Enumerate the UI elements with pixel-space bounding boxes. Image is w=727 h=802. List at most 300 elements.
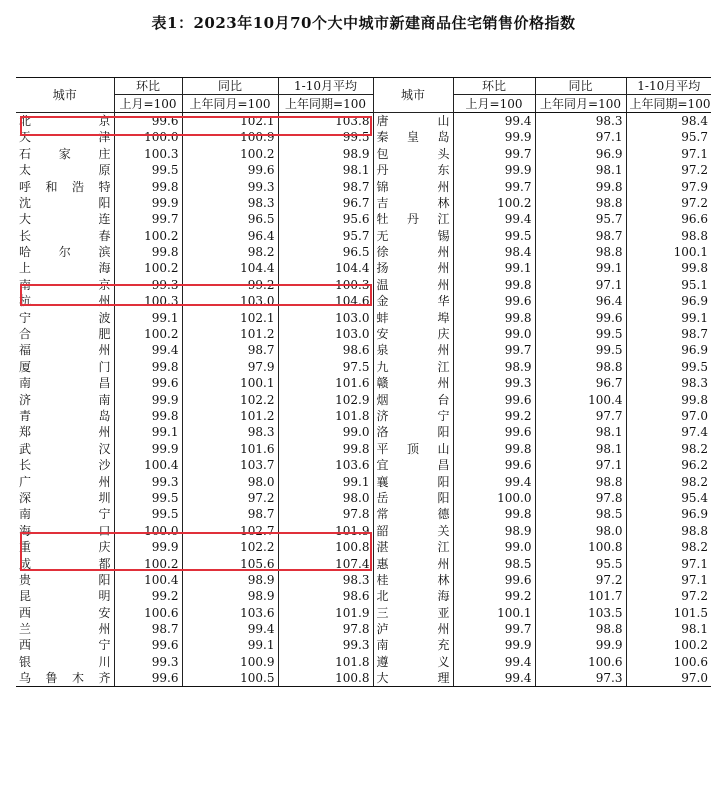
mom-value: 100.0 xyxy=(114,523,182,539)
yoy-value: 100.4 xyxy=(535,391,626,407)
city-name: 深 圳 xyxy=(19,490,111,505)
avg-value: 98.7 xyxy=(626,326,711,342)
avg-value: 103.0 xyxy=(278,326,373,342)
city-name: 乌鲁木齐 xyxy=(16,670,114,687)
yoy-value: 97.2 xyxy=(182,490,278,506)
avg-value: 99.5 xyxy=(626,359,711,375)
col-base-yoy: 上年同月=100 xyxy=(535,95,626,112)
mom-value: 99.6 xyxy=(114,637,182,653)
table-row xyxy=(16,490,711,506)
avg-value: 103.6 xyxy=(278,457,373,473)
price-index-table xyxy=(16,77,711,687)
avg-value: 99.8 xyxy=(626,391,711,407)
yoy-value: 105.6 xyxy=(182,555,278,571)
avg-value: 101.9 xyxy=(278,523,373,539)
mom-value: 99.9 xyxy=(114,539,182,555)
avg-value: 98.0 xyxy=(278,490,373,506)
yoy-value: 97.2 xyxy=(535,572,626,588)
yoy-value: 100.1 xyxy=(182,375,278,391)
yoy-value: 97.1 xyxy=(535,457,626,473)
avg-value: 103.8 xyxy=(278,112,373,129)
city-name: 遵 义 xyxy=(373,654,453,670)
table-row xyxy=(16,654,711,670)
mom-value: 100.1 xyxy=(453,605,535,621)
mom-value: 99.8 xyxy=(114,359,182,375)
avg-value: 99.8 xyxy=(278,441,373,457)
mom-value: 99.6 xyxy=(453,391,535,407)
avg-value: 98.8 xyxy=(626,228,711,244)
avg-value: 96.9 xyxy=(626,342,711,358)
yoy-value: 99.8 xyxy=(535,178,626,194)
mom-value: 99.5 xyxy=(114,490,182,506)
mom-value: 100.2 xyxy=(453,195,535,211)
yoy-value: 96.5 xyxy=(182,211,278,227)
avg-value: 98.8 xyxy=(626,523,711,539)
avg-value: 97.4 xyxy=(626,424,711,440)
avg-value: 95.7 xyxy=(278,228,373,244)
table-row xyxy=(16,637,711,653)
avg-value: 102.9 xyxy=(278,391,373,407)
col-header-mom: 环比 xyxy=(453,78,535,95)
city-name: 兰 州 xyxy=(19,622,111,637)
mom-value: 99.5 xyxy=(114,506,182,522)
mom-value: 99.0 xyxy=(453,539,535,555)
city-name: 扬 州 xyxy=(373,260,453,276)
yoy-value: 98.3 xyxy=(182,195,278,211)
table-row xyxy=(16,211,711,227)
avg-value: 99.1 xyxy=(626,309,711,325)
avg-value: 98.7 xyxy=(278,178,373,194)
city-name: 南 充 xyxy=(373,637,453,653)
avg-value: 100.8 xyxy=(278,670,373,687)
table-row xyxy=(16,408,711,424)
yoy-value: 101.2 xyxy=(182,408,278,424)
yoy-value: 96.4 xyxy=(182,228,278,244)
yoy-value: 100.8 xyxy=(535,539,626,555)
city-name: 成 都 xyxy=(19,556,111,571)
yoy-value: 101.2 xyxy=(182,326,278,342)
yoy-value: 97.1 xyxy=(535,129,626,145)
avg-value: 101.8 xyxy=(278,408,373,424)
yoy-value: 99.1 xyxy=(535,260,626,276)
avg-value: 95.6 xyxy=(278,211,373,227)
mom-value: 99.2 xyxy=(453,408,535,424)
col-header-mom: 环比 xyxy=(114,78,182,95)
table-row xyxy=(16,178,711,194)
yoy-value: 100.6 xyxy=(535,654,626,670)
avg-value: 97.2 xyxy=(626,588,711,604)
yoy-value: 98.8 xyxy=(535,244,626,260)
mom-value: 99.6 xyxy=(114,670,182,687)
avg-value: 104.4 xyxy=(278,260,373,276)
table-row xyxy=(16,112,711,129)
city-name: 锦 州 xyxy=(373,178,453,194)
avg-value: 97.8 xyxy=(278,506,373,522)
city-name: 济 宁 xyxy=(373,408,453,424)
col-base-mom: 上月=100 xyxy=(453,95,535,112)
avg-value: 96.5 xyxy=(278,244,373,260)
yoy-value: 98.0 xyxy=(535,523,626,539)
avg-value: 97.0 xyxy=(626,408,711,424)
city-name: 无 锡 xyxy=(373,228,453,244)
city-name: 蚌 埠 xyxy=(373,309,453,325)
col-header-avg: 1-10月平均 xyxy=(626,78,711,95)
yoy-value: 103.6 xyxy=(182,605,278,621)
yoy-value: 98.8 xyxy=(535,359,626,375)
yoy-value: 97.8 xyxy=(535,490,626,506)
table-row xyxy=(16,457,711,473)
mom-value: 98.5 xyxy=(453,555,535,571)
mom-value: 99.9 xyxy=(453,637,535,653)
yoy-value: 98.7 xyxy=(182,342,278,358)
yoy-value: 99.6 xyxy=(535,309,626,325)
avg-value: 95.7 xyxy=(626,129,711,145)
city-name: 北 京 xyxy=(19,113,111,128)
avg-value: 98.1 xyxy=(278,162,373,178)
col-header-yoy: 同比 xyxy=(182,78,278,95)
avg-value: 103.0 xyxy=(278,309,373,325)
avg-value: 99.5 xyxy=(278,129,373,145)
avg-value: 97.8 xyxy=(278,621,373,637)
yoy-value: 99.5 xyxy=(535,326,626,342)
avg-value: 104.6 xyxy=(278,293,373,309)
mom-value: 99.1 xyxy=(114,309,182,325)
yoy-value: 98.3 xyxy=(535,112,626,129)
mom-value: 99.6 xyxy=(114,375,182,391)
mom-value: 99.9 xyxy=(114,391,182,407)
table-row xyxy=(16,228,711,244)
table-row xyxy=(16,129,711,145)
yoy-value: 96.9 xyxy=(535,146,626,162)
mom-value: 99.4 xyxy=(453,473,535,489)
avg-value: 98.2 xyxy=(626,473,711,489)
yoy-value: 104.4 xyxy=(182,260,278,276)
city-name: 大 理 xyxy=(373,670,453,687)
city-name: 三 亚 xyxy=(373,605,453,621)
table-row xyxy=(16,375,711,391)
col-base-avg: 上年同期=100 xyxy=(626,95,711,112)
table-row xyxy=(16,195,711,211)
yoy-value: 103.7 xyxy=(182,457,278,473)
mom-value: 99.5 xyxy=(453,228,535,244)
city-name: 石家庄 xyxy=(19,146,111,161)
avg-value: 100.3 xyxy=(278,277,373,293)
mom-value: 100.0 xyxy=(114,129,182,145)
mom-value: 99.8 xyxy=(453,277,535,293)
mom-value: 99.3 xyxy=(114,473,182,489)
yoy-value: 98.1 xyxy=(535,424,626,440)
city-name: 哈尔滨 xyxy=(19,245,111,260)
city-name: 厦 门 xyxy=(19,359,111,374)
mom-value: 99.6 xyxy=(453,457,535,473)
city-name: 长 春 xyxy=(19,228,111,243)
mom-value: 99.0 xyxy=(453,326,535,342)
mom-value: 99.2 xyxy=(453,588,535,604)
yoy-value: 102.7 xyxy=(182,523,278,539)
yoy-value: 98.5 xyxy=(535,506,626,522)
mom-value: 99.5 xyxy=(114,162,182,178)
mom-value: 99.4 xyxy=(453,654,535,670)
mom-value: 100.3 xyxy=(114,146,182,162)
city-name: 宜 昌 xyxy=(373,457,453,473)
city-name: 温 州 xyxy=(373,277,453,293)
yoy-value: 95.5 xyxy=(535,555,626,571)
avg-value: 95.1 xyxy=(626,277,711,293)
table-row xyxy=(16,244,711,260)
table-row xyxy=(16,555,711,571)
city-name: 湛 江 xyxy=(373,539,453,555)
avg-value: 98.6 xyxy=(278,342,373,358)
yoy-value: 99.9 xyxy=(535,637,626,653)
city-name: 福 州 xyxy=(19,343,111,358)
mom-value: 99.3 xyxy=(114,277,182,293)
avg-value: 100.1 xyxy=(626,244,711,260)
mom-value: 99.6 xyxy=(114,112,182,129)
mom-value: 99.8 xyxy=(453,309,535,325)
header-row-2 xyxy=(16,95,711,112)
avg-value: 98.6 xyxy=(278,588,373,604)
mom-value: 100.2 xyxy=(114,260,182,276)
table-row xyxy=(16,391,711,407)
mom-value: 99.3 xyxy=(453,375,535,391)
avg-value: 98.2 xyxy=(626,539,711,555)
table-row xyxy=(16,359,711,375)
mom-value: 100.4 xyxy=(114,457,182,473)
avg-value: 98.4 xyxy=(626,112,711,129)
city-name: 金 华 xyxy=(373,293,453,309)
city-name: 丹 东 xyxy=(373,162,453,178)
mom-value: 99.4 xyxy=(453,670,535,687)
yoy-value: 95.7 xyxy=(535,211,626,227)
city-name: 天 津 xyxy=(19,130,111,145)
avg-value: 97.2 xyxy=(626,195,711,211)
city-name: 牡丹江 xyxy=(373,211,453,227)
avg-value: 98.1 xyxy=(626,621,711,637)
yoy-value: 103.0 xyxy=(182,293,278,309)
table-row xyxy=(16,424,711,440)
avg-value: 98.3 xyxy=(278,572,373,588)
yoy-value: 97.7 xyxy=(535,408,626,424)
table-row xyxy=(16,621,711,637)
yoy-value: 101.7 xyxy=(535,588,626,604)
mom-value: 100.2 xyxy=(114,555,182,571)
mom-value: 99.8 xyxy=(114,244,182,260)
city-name: 包 头 xyxy=(373,146,453,162)
yoy-value: 99.4 xyxy=(182,621,278,637)
mom-value: 100.2 xyxy=(114,326,182,342)
city-name: 济 南 xyxy=(19,392,111,407)
table-row xyxy=(16,441,711,457)
city-name: 广 州 xyxy=(19,474,111,489)
yoy-value: 101.6 xyxy=(182,441,278,457)
city-name: 襄 阳 xyxy=(373,473,453,489)
mom-value: 100.3 xyxy=(114,293,182,309)
mom-value: 99.7 xyxy=(114,211,182,227)
mom-value: 99.6 xyxy=(453,572,535,588)
yoy-value: 102.1 xyxy=(182,309,278,325)
col-header-city: 城市 xyxy=(16,78,114,113)
avg-value: 101.5 xyxy=(626,605,711,621)
city-name: 泸 州 xyxy=(373,621,453,637)
city-name: 安 庆 xyxy=(373,326,453,342)
table-body xyxy=(16,112,711,687)
table-row xyxy=(16,572,711,588)
table-row xyxy=(16,539,711,555)
col-base-yoy: 上年同月=100 xyxy=(182,95,278,112)
table-row xyxy=(16,277,711,293)
mom-value: 100.2 xyxy=(114,228,182,244)
mom-value: 99.1 xyxy=(114,424,182,440)
avg-value: 99.3 xyxy=(278,637,373,653)
avg-value: 95.4 xyxy=(626,490,711,506)
city-name: 昆 明 xyxy=(19,589,111,604)
avg-value: 98.2 xyxy=(626,441,711,457)
city-name: 西 安 xyxy=(19,605,111,620)
avg-value: 98.3 xyxy=(626,375,711,391)
mom-value: 99.7 xyxy=(453,146,535,162)
yoy-value: 103.5 xyxy=(535,605,626,621)
yoy-value: 98.8 xyxy=(535,621,626,637)
city-name: 贵 阳 xyxy=(19,572,111,587)
city-name: 南 昌 xyxy=(19,376,111,391)
yoy-value: 98.7 xyxy=(182,506,278,522)
mom-value: 98.9 xyxy=(453,359,535,375)
table-row xyxy=(16,588,711,604)
mom-value: 99.4 xyxy=(453,211,535,227)
city-name: 韶 关 xyxy=(373,523,453,539)
avg-value: 101.8 xyxy=(278,654,373,670)
city-name: 郑 州 xyxy=(19,425,111,440)
avg-value: 97.1 xyxy=(626,555,711,571)
mom-value: 99.9 xyxy=(114,195,182,211)
city-name: 九 江 xyxy=(373,359,453,375)
city-name: 长 沙 xyxy=(19,458,111,473)
city-name: 上 海 xyxy=(19,261,111,276)
col-header-city: 城市 xyxy=(373,78,453,113)
mom-value: 99.7 xyxy=(453,342,535,358)
city-name: 西 宁 xyxy=(19,638,111,653)
avg-value: 101.9 xyxy=(278,605,373,621)
mom-value: 99.6 xyxy=(453,293,535,309)
city-name: 武 汉 xyxy=(19,441,111,456)
avg-value: 99.0 xyxy=(278,424,373,440)
yoy-value: 100.9 xyxy=(182,129,278,145)
city-name: 重 庆 xyxy=(19,540,111,555)
table-row xyxy=(16,342,711,358)
table-row xyxy=(16,309,711,325)
yoy-value: 100.2 xyxy=(182,146,278,162)
mom-value: 100.6 xyxy=(114,605,182,621)
col-header-avg: 1-10月平均 xyxy=(278,78,373,95)
table-row xyxy=(16,326,711,342)
yoy-value: 99.5 xyxy=(535,342,626,358)
avg-value: 96.9 xyxy=(626,506,711,522)
yoy-value: 98.3 xyxy=(182,424,278,440)
yoy-value: 98.8 xyxy=(535,195,626,211)
avg-value: 100.6 xyxy=(626,654,711,670)
yoy-value: 98.0 xyxy=(182,473,278,489)
col-base-avg: 上年同期=100 xyxy=(278,95,373,112)
mom-value: 99.9 xyxy=(453,129,535,145)
city-name: 太 原 xyxy=(19,163,111,178)
yoy-value: 98.8 xyxy=(535,473,626,489)
avg-value: 97.1 xyxy=(626,572,711,588)
table-row xyxy=(16,146,711,162)
table-row xyxy=(16,260,711,276)
yoy-value: 97.9 xyxy=(182,359,278,375)
mom-value: 99.8 xyxy=(453,441,535,457)
table-title: 表1：2023年10月70个大中城市新建商品住宅销售价格指数 xyxy=(151,14,576,32)
yoy-value: 99.2 xyxy=(182,277,278,293)
yoy-value: 97.3 xyxy=(535,670,626,687)
yoy-value: 98.9 xyxy=(182,572,278,588)
avg-value: 97.2 xyxy=(626,162,711,178)
mom-value: 99.7 xyxy=(453,621,535,637)
yoy-value: 98.1 xyxy=(535,441,626,457)
city-name: 海 口 xyxy=(19,523,111,538)
avg-value: 107.4 xyxy=(278,555,373,571)
table-row xyxy=(16,473,711,489)
table-row xyxy=(16,605,711,621)
avg-value: 97.0 xyxy=(626,670,711,687)
yoy-value: 99.1 xyxy=(182,637,278,653)
avg-value: 96.6 xyxy=(626,211,711,227)
city-name: 青 岛 xyxy=(19,409,111,423)
yoy-value: 102.2 xyxy=(182,391,278,407)
avg-value: 98.9 xyxy=(278,146,373,162)
mom-value: 98.4 xyxy=(453,244,535,260)
avg-value: 99.1 xyxy=(278,473,373,489)
avg-value: 96.2 xyxy=(626,457,711,473)
city-name: 吉 林 xyxy=(373,195,453,211)
mom-value: 98.9 xyxy=(453,523,535,539)
mom-value: 99.8 xyxy=(453,506,535,522)
yoy-value: 98.7 xyxy=(535,228,626,244)
col-header-yoy: 同比 xyxy=(535,78,626,95)
mom-value: 98.7 xyxy=(114,621,182,637)
yoy-value: 102.1 xyxy=(182,112,278,129)
city-name: 南 宁 xyxy=(19,507,111,522)
yoy-value: 96.4 xyxy=(535,293,626,309)
avg-value: 101.6 xyxy=(278,375,373,391)
city-name: 岳 阳 xyxy=(373,490,453,506)
header-row-1 xyxy=(16,78,711,95)
table-row xyxy=(16,162,711,178)
avg-value: 100.2 xyxy=(626,637,711,653)
yoy-value: 99.6 xyxy=(182,162,278,178)
avg-value: 100.8 xyxy=(278,539,373,555)
city-name: 沈 阳 xyxy=(19,195,111,210)
yoy-value: 96.7 xyxy=(535,375,626,391)
city-name: 南 京 xyxy=(19,277,111,292)
yoy-value: 100.5 xyxy=(182,670,278,687)
city-name: 呼和浩特 xyxy=(19,179,111,194)
city-name: 合 肥 xyxy=(19,327,111,342)
yoy-value: 98.9 xyxy=(182,588,278,604)
avg-value: 97.5 xyxy=(278,359,373,375)
mom-value: 99.3 xyxy=(114,654,182,670)
mom-value: 99.4 xyxy=(453,112,535,129)
mom-value: 99.9 xyxy=(453,162,535,178)
mom-value: 99.4 xyxy=(114,342,182,358)
avg-value: 96.9 xyxy=(626,293,711,309)
yoy-value: 98.1 xyxy=(535,162,626,178)
city-name: 大 连 xyxy=(19,212,111,227)
mom-value: 99.7 xyxy=(453,178,535,194)
yoy-value: 97.1 xyxy=(535,277,626,293)
city-name: 杭 州 xyxy=(19,294,111,309)
yoy-value: 102.2 xyxy=(182,539,278,555)
